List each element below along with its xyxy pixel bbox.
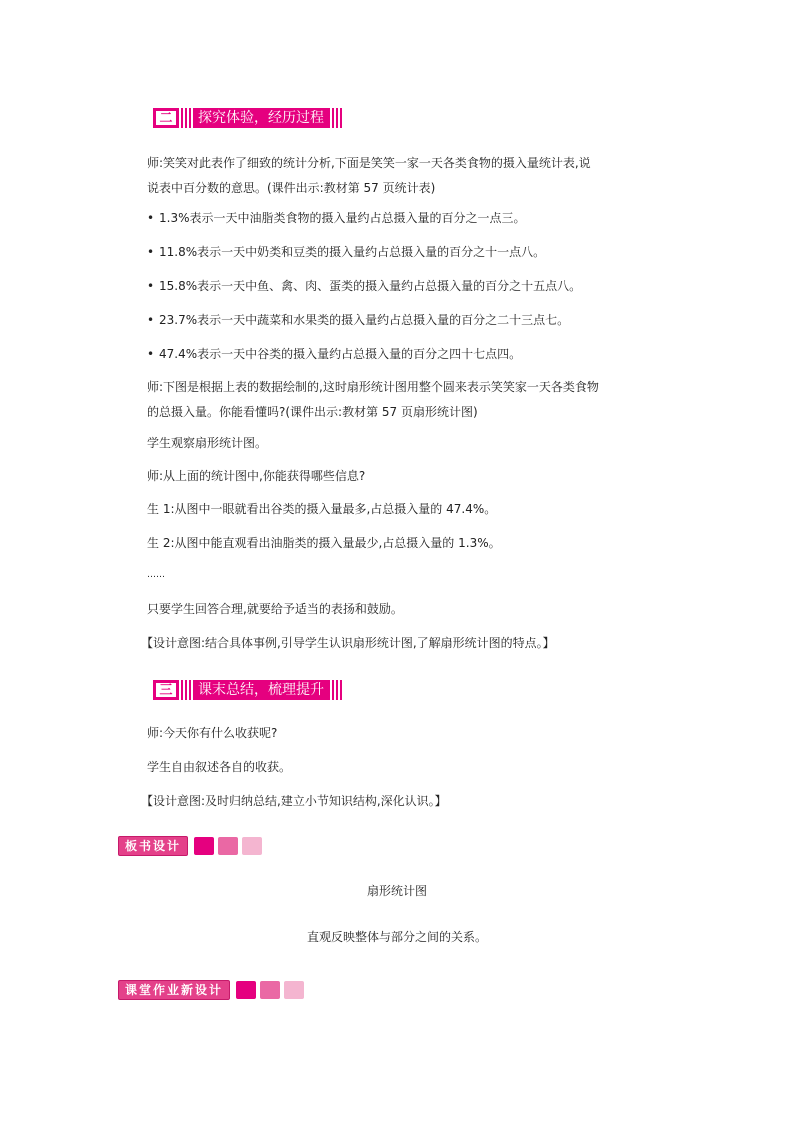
bullet-dot: • xyxy=(147,211,155,225)
board-line: 直观反映整体与部分之间的关系。 xyxy=(306,930,487,944)
paragraph-teacher-2 xyxy=(147,378,667,421)
section-number-box xyxy=(153,680,179,700)
board-design-label-bar xyxy=(118,836,262,856)
paragraph-teacher-summary: 师:今天你有什么收获呢? xyxy=(147,726,278,740)
section-title: 课末总结，梳理提升 xyxy=(193,680,330,700)
paragraph-student-observe: 学生观察扇形统计图。 xyxy=(147,436,268,450)
decor-square-light xyxy=(284,981,304,999)
paragraph-student-2: 生 2:从图中能直观看出油脂类的摄入量最少,占总摄入量的 1.3%。 xyxy=(147,536,501,550)
decor-square-dark xyxy=(236,981,256,999)
section-title: 探究体验，经历过程 xyxy=(193,108,330,128)
paragraph-line: 师:下图是根据上表的数据绘制的,这时扇形统计图用整个圆来表示笑笑家一天各类食物 xyxy=(147,380,599,394)
decor-square-mid xyxy=(260,981,280,999)
bullet-text: 47.4%表示一天中谷类的摄入量约占总摄入量的百分之四十七点四。 xyxy=(159,347,522,361)
board-design-label: 板书设计 xyxy=(118,836,188,856)
bullet-item xyxy=(147,243,545,261)
bullet-text: 23.7%表示一天中蔬菜和水果类的摄入量约占总摄入量的百分之二十三点七。 xyxy=(159,313,570,327)
section-number: 三 xyxy=(156,683,176,697)
section-stripes xyxy=(181,108,193,128)
homework-label-bar xyxy=(118,980,304,1000)
bullet-text: 11.8%表示一天中奶类和豆类的摄入量约占总摄入量的百分之十一点八。 xyxy=(159,245,546,259)
section-stripes xyxy=(181,680,193,700)
board-title: 扇形统计图 xyxy=(366,884,427,898)
design-intent-2: 【设计意图:及时归纳总结,建立小节知识结构,深化认识。】 xyxy=(141,794,447,808)
decor-square-dark xyxy=(194,837,214,855)
section-tail-stripes xyxy=(330,680,342,700)
bullet-item xyxy=(147,277,581,295)
section-number: 二 xyxy=(156,111,176,125)
decor-square-mid xyxy=(218,837,238,855)
section-tail-stripes xyxy=(330,108,342,128)
bullet-dot: • xyxy=(147,245,155,259)
bullet-item xyxy=(147,311,569,329)
paragraph-line: 的总摄入量。你能看懂吗?(课件出示:教材第 57 页扇形统计图) xyxy=(147,405,478,419)
decor-square-light xyxy=(242,837,262,855)
paragraph-ellipsis: …… xyxy=(147,570,165,580)
bullet-text: 15.8%表示一天中鱼、禽、肉、蛋类的摄入量约占总摄入量的百分之十五点八。 xyxy=(159,279,582,293)
section-header-2 xyxy=(153,108,342,128)
bullet-item xyxy=(147,345,521,363)
design-intent-1: 【设计意图:结合具体事例,引导学生认识扇形统计图,了解扇形统计图的特点。】 xyxy=(141,636,555,650)
section-header-3 xyxy=(153,680,342,700)
paragraph-teacher-question: 师:从上面的统计图中,你能获得哪些信息? xyxy=(147,469,366,483)
homework-label: 课堂作业新设计 xyxy=(118,980,230,1000)
paragraph-student-summary: 学生自由叙述各自的收获。 xyxy=(147,760,292,774)
section-number-box xyxy=(153,108,179,128)
bullet-item xyxy=(147,209,526,227)
paragraph-line: 说表中百分数的意思。(课件出示:教材第 57 页统计表) xyxy=(147,181,436,195)
paragraph-line: 师:笑笑对此表作了细致的统计分析,下面是笑笑一家一天各类食物的摄入量统计表,说 xyxy=(147,156,591,170)
bullet-dot: • xyxy=(147,347,155,361)
paragraph-student-1: 生 1:从图中一眼就看出谷类的摄入量最多,占总摄入量的 47.4%。 xyxy=(147,502,497,516)
bullet-dot: • xyxy=(147,313,155,327)
bullet-text: 1.3%表示一天中油脂类食物的摄入量约占总摄入量的百分之一点三。 xyxy=(159,211,526,225)
paragraph-praise: 只要学生回答合理,就要给予适当的表扬和鼓励。 xyxy=(147,602,403,616)
paragraph-teacher-1 xyxy=(147,154,667,197)
bullet-dot: • xyxy=(147,279,155,293)
